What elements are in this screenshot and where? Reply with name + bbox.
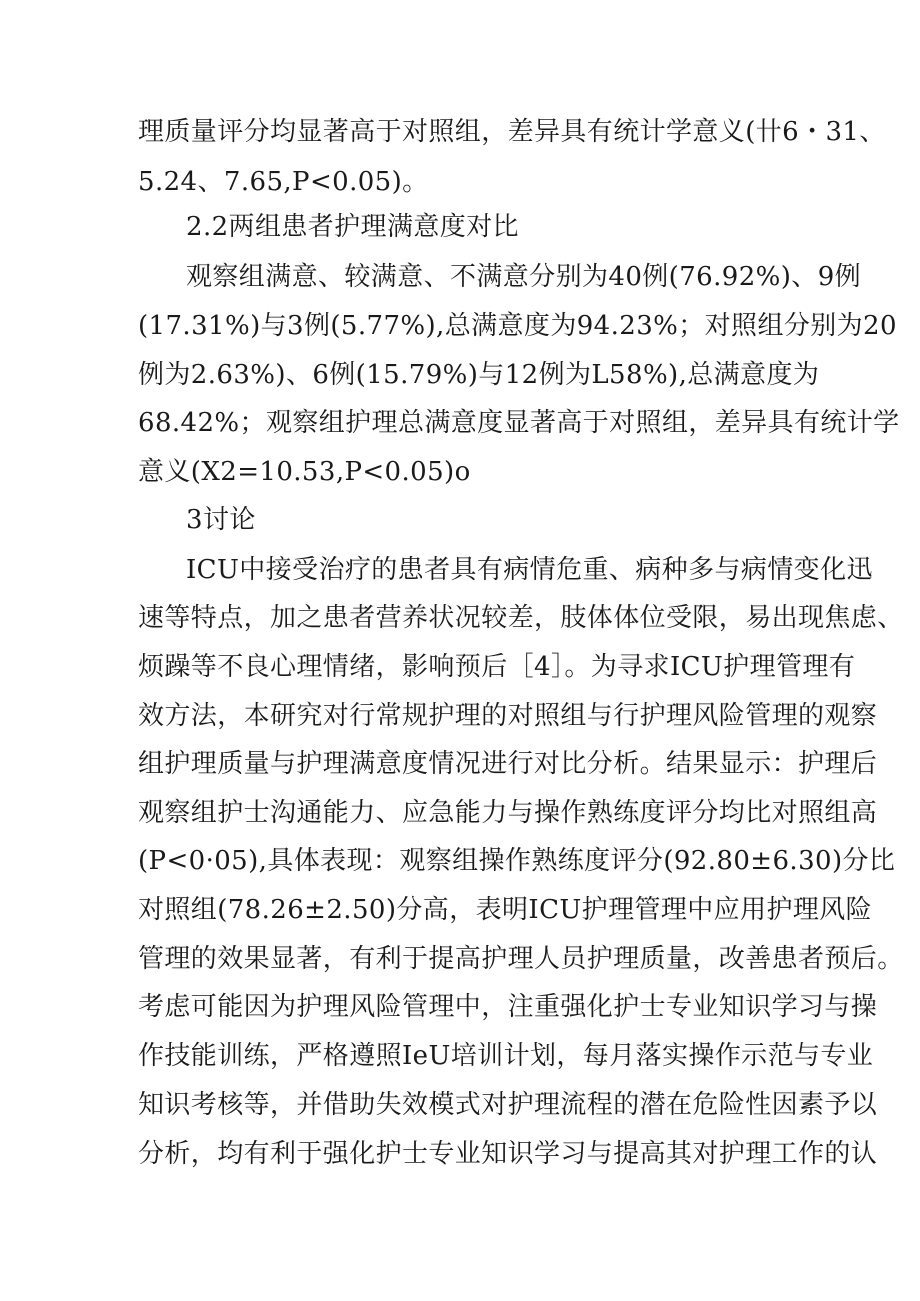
paragraph-line: 例为2.63%)、6例(15.79%)与12例为L58%),总满意度为 [138,360,820,390]
paragraph-line: 管理的效果显著，有利于提高护理人员护理质量，改善患者预后。 [138,944,904,974]
paragraph-line: 烦躁等不良心理情绪，影响预后［4］。为寻求ICU护理管理有 [138,652,856,682]
section-heading: 3讨论 [186,505,256,535]
paragraph-line: 考虑可能因为护理风险管理中，注重强化护士专业知识学习与操 [138,992,878,1022]
paragraph-line: 观察组满意、较满意、不满意分别为40例(76.92%)、9例 [186,262,862,292]
paragraph-line: ICU中接受治疗的患者具有病情危重、病种多与病情变化迅 [186,555,873,585]
paragraph-line: 分析，均有利于强化护士专业知识学习与提高其对护理工作的认 [138,1139,878,1169]
paragraph-line: 知识考核等，并借助失效模式对护理流程的潜在危险性因素予以 [138,1090,878,1120]
paragraph-line: (P<0·05),具体表现：观察组操作熟练度评分(92.80±6.30)分比 [138,846,896,876]
paragraph-line: 观察组护士沟通能力、应急能力与操作熟练度评分均比对照组高 [138,798,878,828]
paragraph-line: 作技能训练，严格遵照IeU培训计划，每月落实操作示范与专业 [138,1041,874,1071]
paragraph-line: 意义(X2=10.53,P<0.05)o [138,457,471,487]
paragraph-line: 68.42%；观察组护理总满意度显著高于对照组，差异具有统计学 [138,408,900,438]
paragraph-line: 效方法，本研究对行常规护理的对照组与行护理风险管理的观察 [138,701,878,731]
paragraph-line: 理质量评分均显著高于对照组，差异具有统计学意义(卄6・31、 [138,117,886,147]
paragraph-line: (17.31%)与3例(5.77%),总满意度为94.23%；对照组分别为20 [138,311,897,341]
paragraph-line: 对照组(78.26±2.50)分高，表明ICU护理管理中应用护理风险 [138,895,873,925]
paragraph-line: 速等特点，加之患者营养状况较差，肢体体位受限，易出现焦虑、 [138,603,904,633]
paragraph-line: 5.24、7.65,P<0.05)。 [138,167,429,197]
section-heading: 2.2两组患者护理满意度对比 [186,212,519,242]
paragraph-line: 组护理质量与护理满意度情况进行对比分析。结果显示：护理后 [138,749,878,779]
